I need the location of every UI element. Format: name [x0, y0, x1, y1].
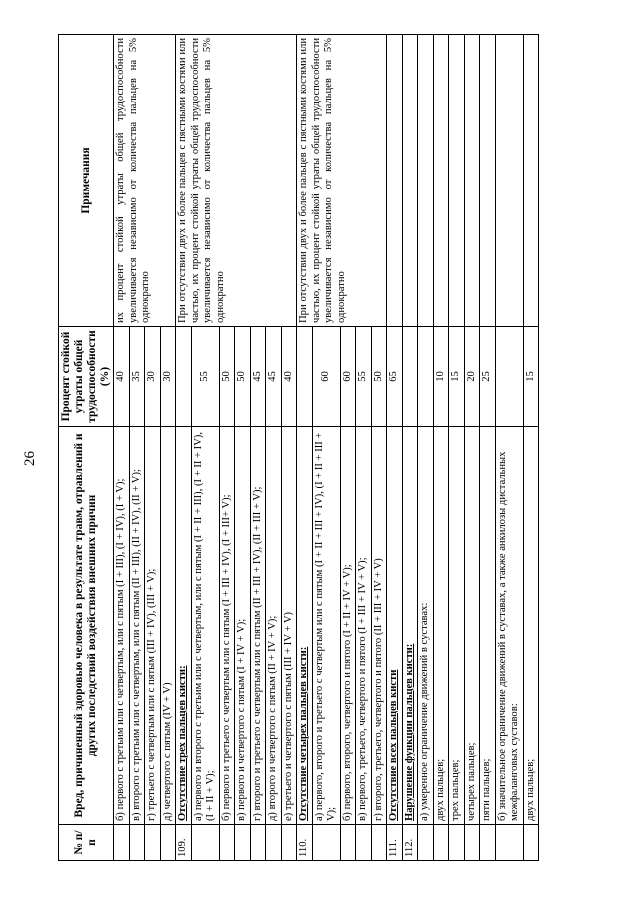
- row-note: [480, 35, 496, 327]
- injury-table: [58, 34, 539, 861]
- row-percent: 15: [449, 327, 465, 427]
- table-row: [449, 35, 465, 861]
- row-description: б) значительное ограничение движений в суставах, а также анкилозы дистальных межфаланговых суставов:: [495, 427, 523, 825]
- row-description: б) первого с третьим или с четвертым, или с пятым (I + III), (I + IV), (I + V);: [114, 427, 130, 825]
- row-percent: 50: [235, 327, 251, 427]
- header-number: № п/п: [59, 825, 114, 861]
- row-percent: 30: [145, 327, 161, 427]
- row-note: [449, 35, 465, 327]
- row-description: в) второго с третьим или с четвертым, или с пятым (II + III), (II + IV), (II + V);: [129, 427, 145, 825]
- row-number: [235, 825, 251, 861]
- table-row: [418, 35, 434, 861]
- row-percent: 15: [523, 327, 539, 427]
- row-percent: 50: [371, 327, 387, 427]
- row-number: 110.: [297, 825, 313, 861]
- row-note: При отсутствии двух и более пальцев с пястными костями или частью, их процент стойкой утраты общей трудоспособности увеличивается независимо от количества пальцев на 5% однократно: [176, 35, 297, 327]
- row-description: е) третьего и четвертого с пятым (III + IV + V): [281, 427, 297, 825]
- row-description: а) умеренное ограничение движений в суставах:: [418, 427, 434, 825]
- row-number: [219, 825, 235, 861]
- row-number: [523, 825, 539, 861]
- row-number: [114, 825, 130, 861]
- row-percent: 40: [114, 327, 130, 427]
- row-note: [387, 35, 403, 327]
- row-number: [281, 825, 297, 861]
- row-note: [523, 35, 539, 327]
- row-note: [433, 35, 449, 327]
- row-number: [340, 825, 356, 861]
- row-note: [495, 35, 523, 327]
- table-row: [297, 35, 313, 861]
- row-description: г) второго и третьего с четвертым или с пятым (II + III + IV), (II + III + V);: [250, 427, 266, 825]
- row-number: [356, 825, 372, 861]
- row-note: их процент стойкой утраты общей трудоспособности увеличивается независимо от количества пальцев на 5% однократно: [114, 35, 176, 327]
- table-row: [402, 35, 418, 861]
- table-row: [464, 35, 480, 861]
- table-body: [114, 35, 539, 861]
- row-percent: 50: [219, 327, 235, 427]
- row-number: [371, 825, 387, 861]
- row-description: д) четвертого с пятым (IV + V): [160, 427, 176, 825]
- row-description: а) первого, второго и третьего с четвертым или с пятым (I + II + III + IV), (I + II + III + V);: [312, 427, 340, 825]
- row-number: 112.: [402, 825, 418, 861]
- row-number: [433, 825, 449, 861]
- header-description: Вред, причиненный здоровью человека в результате травм, отравлений и других последствий воздействия внешних причин: [59, 427, 114, 825]
- row-percent: 55: [356, 327, 372, 427]
- row-description: д) второго и четвертого с пятым (II + IV + V);: [266, 427, 282, 825]
- row-description: пяти пальцев;: [480, 427, 496, 825]
- row-percent: 45: [250, 327, 266, 427]
- row-percent: 35: [129, 327, 145, 427]
- row-percent: 30: [160, 327, 176, 427]
- row-number: [145, 825, 161, 861]
- row-number: [312, 825, 340, 861]
- row-description: двух пальцев;: [433, 427, 449, 825]
- row-note: [418, 35, 434, 327]
- row-number: [449, 825, 465, 861]
- table-header-row: [59, 35, 114, 861]
- table-row: [523, 35, 539, 861]
- table-row: [480, 35, 496, 861]
- table-row: [176, 35, 192, 861]
- row-description: двух пальцев;: [523, 427, 539, 825]
- row-number: [480, 825, 496, 861]
- row-description: в) первого, третьего, четвертого и пятого (I + III + IV + V);: [356, 427, 372, 825]
- row-number: [495, 825, 523, 861]
- row-number: 109.: [176, 825, 192, 861]
- row-description: б) первого, второго, четвертого и пятого (I + II + IV + V);: [340, 427, 356, 825]
- row-percent: 60: [312, 327, 340, 427]
- row-description: четырех пальцев;: [464, 427, 480, 825]
- section-title: Отсутствие всех пальцев кисти: [387, 427, 403, 825]
- row-description: б) первого и третьего с четвертым или с пятым (I + III + IV), (I + III+ V);: [219, 427, 235, 825]
- row-percent: 65: [387, 327, 403, 427]
- page-number: 26: [22, 451, 38, 466]
- row-description: а) первого и второго с третьим или с четвертым, или с пятым (I + II + III), (I + II + IV), (I + II + V);: [191, 427, 219, 825]
- row-number: [266, 825, 282, 861]
- row-percent: 25: [480, 327, 496, 427]
- row-percent: [418, 327, 434, 427]
- row-percent: [176, 327, 192, 427]
- row-percent: 20: [464, 327, 480, 427]
- row-number: [160, 825, 176, 861]
- row-percent: [297, 327, 313, 427]
- row-note: [402, 35, 418, 327]
- section-title: Отсутствие трех пальцев кисти:: [176, 427, 192, 825]
- table-row: [387, 35, 403, 861]
- row-percent: 10: [433, 327, 449, 427]
- section-title: Отсутствие четырех пальцев кисти:: [297, 427, 313, 825]
- row-description: г) третьего с четвертым или с пятым (III + IV), (III + V);: [145, 427, 161, 825]
- row-number: [129, 825, 145, 861]
- row-description: в) первого и четвертого с пятым (I + IV + V);: [235, 427, 251, 825]
- row-number: [250, 825, 266, 861]
- row-number: [464, 825, 480, 861]
- row-description: г) второго, третьего, четвертого и пятого (II + III + IV + V): [371, 427, 387, 825]
- row-percent: [402, 327, 418, 427]
- table-row: [114, 35, 130, 861]
- header-notes: Примечания: [59, 35, 114, 327]
- section-title: Нарушение функции пальцев кисти:: [402, 427, 418, 825]
- row-number: 111.: [387, 825, 403, 861]
- header-percent: Процент стойкой утраты общей трудоспособности (%): [59, 327, 114, 427]
- row-percent: [495, 327, 523, 427]
- table-row: [433, 35, 449, 861]
- row-percent: 55: [191, 327, 219, 427]
- row-note: [464, 35, 480, 327]
- row-number: [418, 825, 434, 861]
- row-percent: 60: [340, 327, 356, 427]
- table-row: [495, 35, 523, 861]
- row-percent: 45: [266, 327, 282, 427]
- row-note: При отсутствии двух и более пальцев с пястными костями или частью, их процент стойкой утраты общей трудоспособности увеличивается независимо от количества пальцев на 5% однократно: [297, 35, 387, 327]
- row-number: [191, 825, 219, 861]
- row-percent: 40: [281, 327, 297, 427]
- row-description: трех пальцев;: [449, 427, 465, 825]
